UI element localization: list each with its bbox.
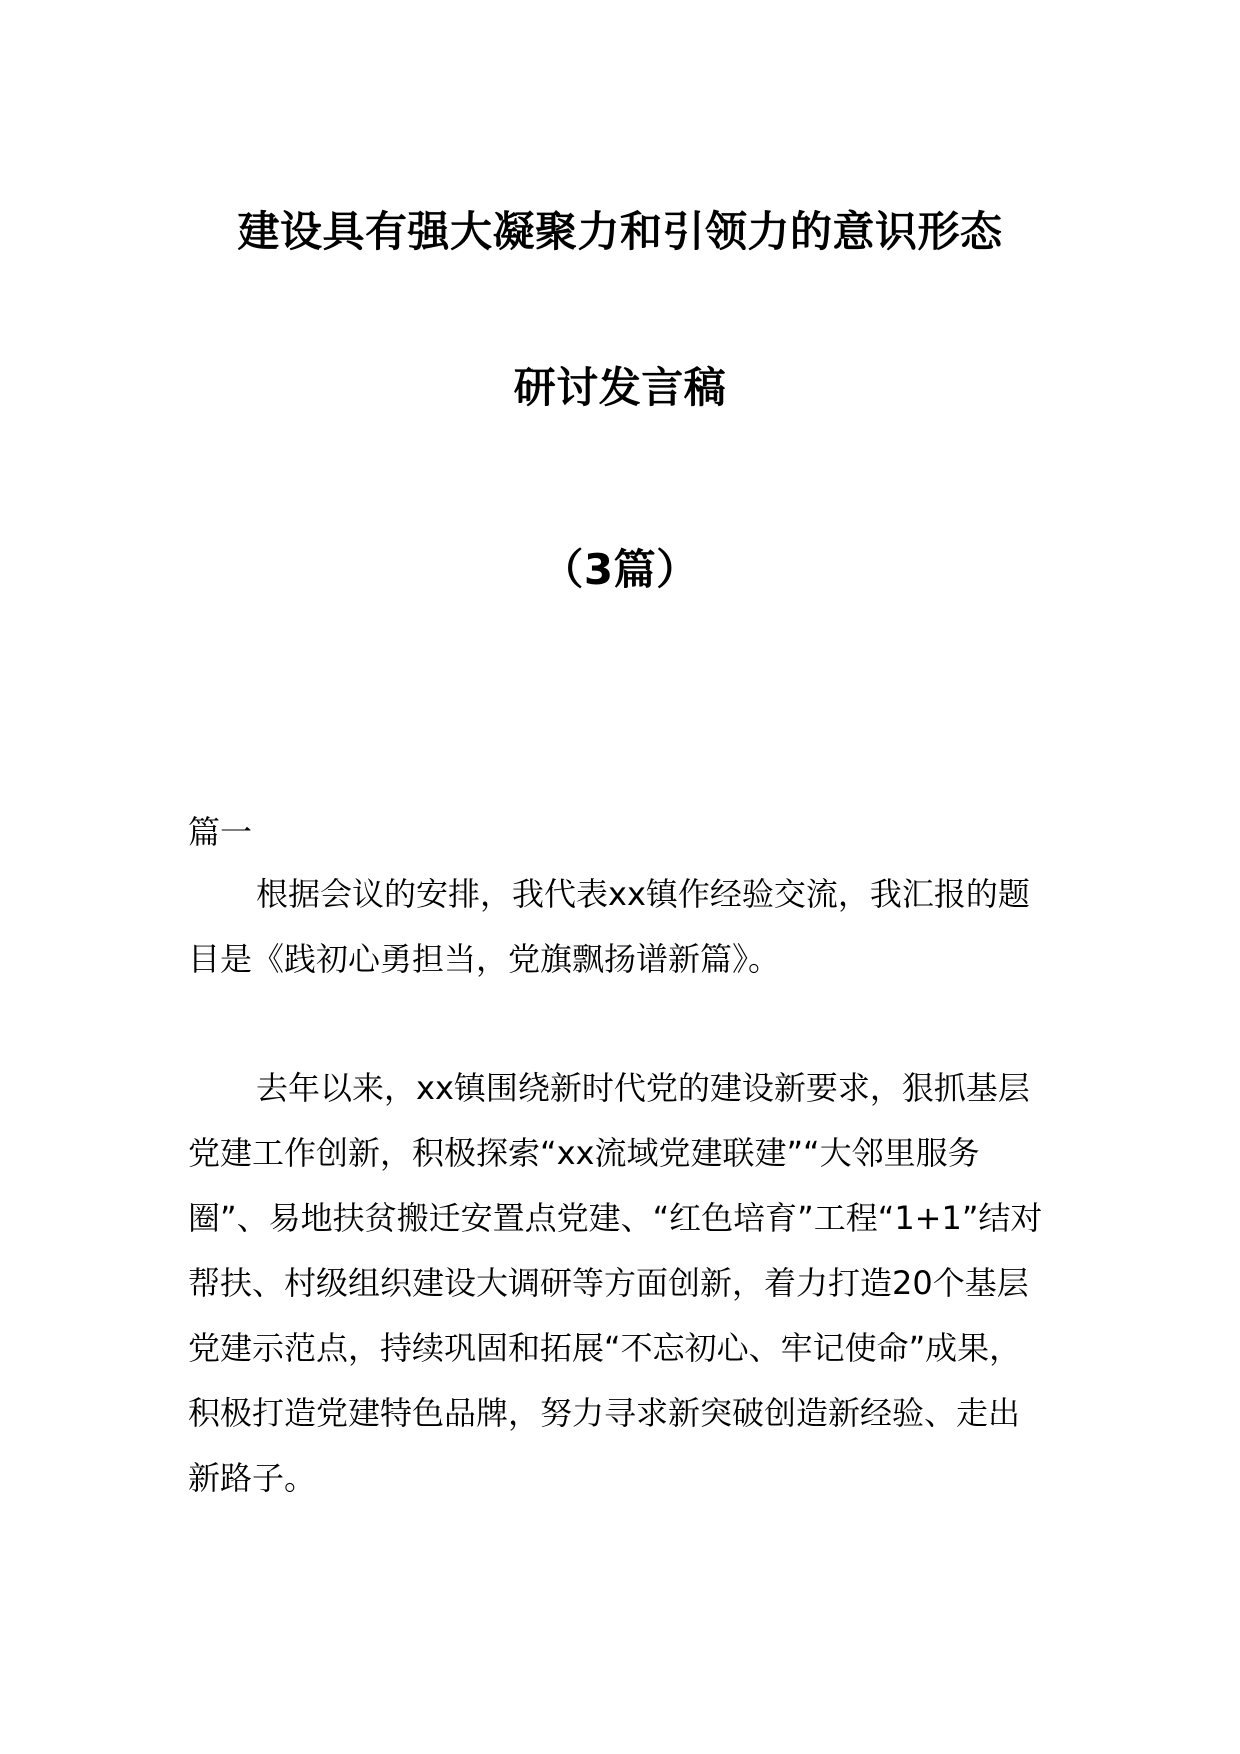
paragraph-achievements: 去年以来，xx镇围绕新时代党的建设新要求，狠抓基层党建工作创新，积极探索“xx流域党建联建”“大邻里服务圈”、易地扶贫搬迁安置点党建、“红色培育”工程“1+1”结对帮扶、村级组织建设大调研等方面创新，着力打造20个基层党建示范点，持续巩固和拓展“不忘初心、牢记使命”成果，积极打造党建特色品牌，努力寻求新突破创造新经验、走出新路子。	[188, 1069, 1043, 1497]
section-label: 篇一	[188, 813, 253, 851]
paragraph-intro: 根据会议的安排，我代表xx镇作经验交流，我汇报的题目是《践初心勇担当，党旗飘扬谱新篇》。	[188, 875, 1030, 978]
document-title-line1: 建设具有强大凝聚力和引领力的意识形态	[237, 207, 1003, 256]
document-title-line2: 研讨发言稿	[513, 363, 727, 412]
document-title-count: （3篇）	[541, 545, 699, 594]
